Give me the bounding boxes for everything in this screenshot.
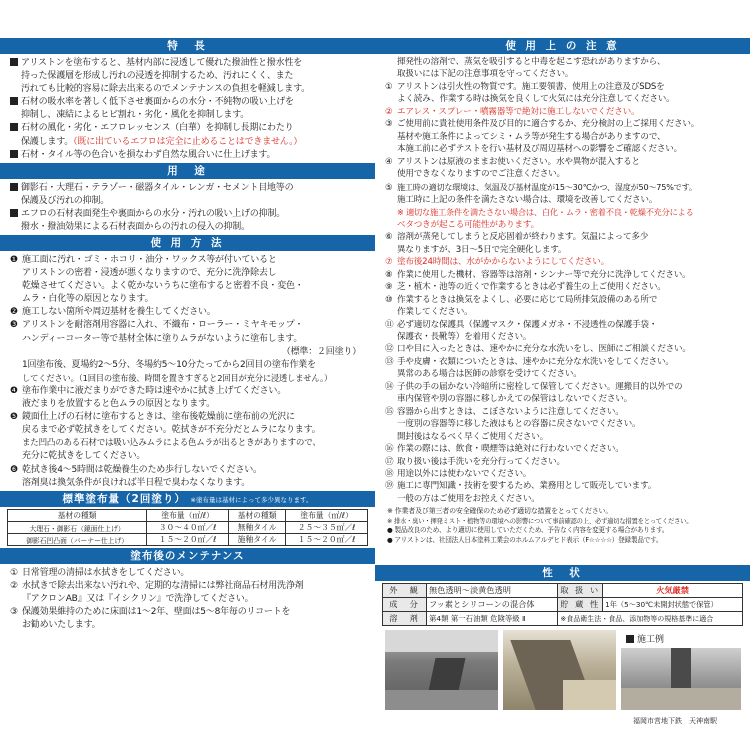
caution-item-9: ⑨ 芝・植木・池等の近くで作業するときは必ず養生の上ご使用ください。: [385, 282, 666, 293]
maintenance-item-3-line-2: お勧めいたします。: [22, 620, 101, 631]
caution-item-17: ⑰ 取り扱い後は手洗いを充分行ってください。: [385, 456, 565, 467]
maintenance-item-3: ③ 保護効果維持のために床面は1～2年、壁面は5～8年毎のリコートを: [10, 607, 291, 618]
method-step-5-line-2: 戻るまで必ず乾拭きをしてください。乾拭きが不充分だとムラになります。: [22, 425, 321, 436]
features-item-1-line-2: 持った保護層を形成し汚れの浸透を抑制するため、汚れにくく、また: [21, 71, 294, 82]
caution-item-10: ⑩ 作業するときは換気をよくし、必要に応じて局所排気設備のある所で: [385, 294, 658, 305]
table-row: 溶 剤 第4類 第一石油類 危険等級 Ⅱ ※食品衛生法・食品、添加物等の規格基準に適合: [383, 612, 743, 626]
uses-header: 用 途: [0, 163, 375, 179]
caution-item-13: ⑬ 手や皮膚・衣類についたときは、速やかに充分な水洗いをしてください。: [385, 356, 674, 367]
caution-item-15-line-2: 一度別の容器等に移した液はもとの容器に戻さないでください。: [397, 419, 641, 430]
method-step-6-line-2: 溶剤臭は換気条件が良ければ半日程で臭わなくなります。: [22, 477, 251, 488]
maintenance-header: 塗布後のメンテナンス: [0, 548, 375, 564]
uses-item-2: エフロの石材表面発生や裏面からの水分・汚れの吸い上げの抑制。: [10, 208, 375, 221]
caution-item-14-line-2: 車内保管や別の容器に移しかえての保管はしないでください。: [397, 394, 633, 405]
caution-item-4: ④ アリストンは原液のままお使いください。水や異物が混入すると: [385, 156, 640, 167]
caution-item-3-line-2: 基材や施工条件によってシミ・ムラ等が発生する場合がありますので、: [397, 131, 666, 142]
bullet-square-icon: [10, 209, 18, 217]
method-step-3: ❸ アリストンを耐溶剤用容器に入れ、不織布・ローラー・ミヤキモップ・: [10, 320, 304, 331]
bullet-square-icon: [10, 183, 18, 191]
method-step-4-line-2: 液だまりを放置すると色ムラの原因となります。: [22, 399, 215, 410]
cautions-intro-line-2: 取扱いには下記の注意事項を守ってください。: [397, 69, 574, 80]
method-step-1-line-3: 乾燥させてください。よく乾かないうちに塗布すると密着不良・変色・: [22, 281, 304, 292]
caution-item-1: ① アリストンは引火性の物質です。施工要領書、使用上の注意及びSDSを: [385, 81, 665, 92]
method-step-5: ❺ 鏡面仕上げの石材に塗布するときは、塗布後乾燥前に塗布前の光沢に: [10, 412, 295, 423]
method-step-5-line-3: また凹凸のある石材では吸い込みムラによる色ムラが出るときがありますので、: [22, 438, 321, 449]
features-item-3-line-2: 保護します。（既に出ているエフロは完全に止めることはできません。）: [21, 136, 303, 147]
method-step-5-line-4: 充分に乾拭きをしてください。: [22, 451, 146, 462]
caution-item-11-line-2: 保護衣・長靴等）を着用ください。: [397, 331, 532, 342]
cautions-intro-line-1: 揮発性の溶剤で、蒸気を吸引すると中毒を起こす恐れがありますから、: [397, 57, 666, 67]
caution-note-4: ● アリストンは、社団法人日本塗料工業会のホルムアルデヒド表示（F☆☆☆☆）登録製品です。: [387, 535, 663, 544]
maintenance-item-2: ② 水拭きで除去出来ない汚れや、定期的な清掃には弊社商品石材用洗浄剤: [10, 581, 304, 592]
amount-header: 標準塗布量（2回塗り） ※塗布量は基材によって多少異なります。: [0, 491, 375, 507]
caution-item-3-line-3: 本施工前に必ずテストを行い基材及び周辺基材への影響をご確認ください。: [397, 144, 683, 155]
maintenance-section: [0, 548, 375, 632]
method-body: [0, 251, 375, 490]
bullet-square-icon: [10, 123, 18, 131]
caution-item-10-line-2: 作業してください。: [397, 307, 473, 318]
photo-caption: 福岡市営地下鉄 天神南駅: [633, 717, 717, 725]
method-section: [0, 235, 375, 490]
efflorescence-warning: （既に出ているエフロは完全に止めることはできません。）: [73, 136, 303, 147]
caution-item-1-line-2: よく読み、作業する時は換気を良くして火気には充分注意してください。: [397, 94, 675, 105]
cautions-section: [375, 38, 750, 545]
caution-item-5-warning-1: ※ 適切な施工条件を満たさない場合は、白化・ムラ・密着不良・乾燥不充分による: [397, 207, 694, 218]
caution-item-12: ⑫ 口や目に入ったときは、速やかに充分な水洗いをし、医師にご相談ください。: [385, 344, 691, 355]
method-step-3-line-4: 1回塗布後、夏場約2～5分、冬場約5～10分たってから2回目の塗布作業を: [22, 359, 316, 370]
caution-note-2: ※ 排水・臭い・揮発ミスト・植物等の環境への影響について事前確認の上、必ず適切な措置をとってください。: [387, 517, 693, 525]
caution-item-7: ⑦ 塗布後24時間は、水がかからないようにしてください。: [385, 257, 609, 268]
caution-item-13-line-2: 異常のある場合は医師の診察を受けてください。: [397, 369, 582, 380]
caution-item-8: ⑧ 作業に使用した機材、容器等は溶剤・シンナー等で充分に洗浄してください。: [385, 269, 691, 280]
features-item-2-line-2: 抑制し、凍結によるヒビ割れ・劣化・風化を抑制します。: [21, 110, 250, 121]
amount-table-header: 基材の種類 塗布量（㎡/ℓ） 基材の種類 塗布量（㎡/ℓ）: [8, 510, 368, 522]
maintenance-item-1: ① 日常管理の清掃は水拭きをしてください。: [10, 568, 190, 578]
caution-item-16: ⑯ 作業の際には、飲食・喫煙等は絶対に行わないでください。: [385, 444, 624, 455]
method-step-1-line-4: ムラ・白化等の原因となります。: [22, 294, 154, 305]
bullet-square-icon: [10, 97, 18, 105]
bullet-square-icon: [626, 635, 634, 643]
caution-item-19: ⑲ 施工に専門知識・技術を要するため、業務用として販売しています。: [385, 481, 657, 492]
maintenance-body: [0, 564, 375, 632]
table-row: 外 観 無色透明～淡黄色透明 取 扱 い 火気厳禁: [383, 584, 743, 598]
caution-item-15-line-3: 開封後はなるべく早くご使用ください。: [397, 431, 549, 442]
method-step-2: ❷ 施工しない箇所や周辺基材を養生してください。: [10, 307, 216, 318]
uses-item-2-line-2: 撥水・撥油効果による石材表面からの汚れの侵入の抑制。: [21, 222, 250, 233]
features-item-4: 石材・タイル等の色合いを損なわず自然な風合いに仕上げます。: [10, 149, 375, 162]
cautions-header: 使 用 上 の 注 意: [375, 38, 750, 54]
construction-photo-3: [621, 648, 741, 710]
properties-header: 性 状: [375, 565, 750, 581]
features-item-2: 石材の吸水率を著しく低下させ裏面からの水分・不純物の吸い上げを: [10, 96, 375, 109]
construction-photo-2: [503, 630, 616, 710]
table-row: 成 分 フッ素とシリコーンの混合体 貯 蔵 性 1年（5～30℃未開封状態で保管）: [383, 598, 743, 612]
features-item-3: 石材の風化・劣化・エフロレッセンス（白華）を抑制し長期にわたり: [10, 122, 375, 135]
features-header: 特 長: [0, 38, 375, 54]
uses-item-1: 御影石・大理石・テラゾー・磁器タイル・レンガ・セメント目地等の: [10, 182, 375, 195]
caution-note-1: ※ 作業者及び第三者の安全確保のため必ず適切な措置をとってください。: [387, 507, 613, 516]
uses-section: [0, 163, 375, 234]
caution-note-3: ● 製品改良のため、より適切に使用していただくため、予告なく内容を変更する場合があります。: [387, 526, 669, 535]
caution-item-14: ⑭ 子供の手の届かない冷暗所に密栓して保管してください。運搬目的以外での: [385, 381, 683, 392]
caution-item-5-line-2: 施工時に上記の条件を満たさない場合は、環境を改善してください。: [397, 194, 658, 205]
fire-warning: 火気厳禁: [603, 584, 743, 598]
caution-item-19-line-2: 一般の方はご使用をお控えください。: [397, 493, 540, 504]
uses-item-1-line-2: 保護及び汚れの抑制。: [21, 196, 110, 207]
features-section: [0, 38, 375, 162]
photo-label: 施工例: [626, 632, 664, 645]
amount-table: [7, 509, 368, 546]
cautions-notes: [375, 505, 750, 545]
caution-item-18: ⑱ 用途以外には使わないでください。: [385, 468, 532, 479]
caution-item-3: ③ ご使用前に貴社使用条件及び目的に適合するか、充分検討の上ご採用ください。: [385, 119, 700, 130]
features-body: [0, 54, 375, 162]
method-step-6: ❻ 乾拭き後4～5時間は乾燥養生のため歩行しないでください。: [10, 464, 262, 475]
amount-section: [0, 491, 375, 546]
caution-item-6-line-2: 異なりますが、3日～5日で完全硬化します。: [397, 244, 567, 255]
method-header: 使 用 方 法: [0, 235, 375, 251]
method-standard-coats: （標準：２回塗り）: [281, 346, 361, 357]
features-item-1-line-3: 汚れても比較的容易に除去出来るのでメンテナンスの負担を軽減します。: [21, 84, 310, 95]
caution-item-5-warning-2: ベタつきが起こる可能性があります。: [397, 219, 540, 230]
amount-note: ※塗布量は基材によって多少異なります。: [190, 496, 313, 504]
properties-section: [375, 565, 750, 626]
bullet-square-icon: [10, 150, 18, 158]
caution-item-5: ⑤ 施工時の適切な環境は、気温及び基材温度が15～30℃かつ、湿度が50～75%です。: [385, 181, 697, 193]
features-item-1: アリストンを塗布すると、基材内部に浸透して優れた撥油性と撥水性を: [10, 57, 375, 70]
method-step-3-line-2: ハンディーコーター等で基材全体に塗りムラがないように塗布します。: [22, 333, 303, 344]
caution-item-2: ② エアレス・スプレー・噴霧器等で絶対に施工しないでください。: [385, 106, 640, 117]
method-step-1: ❶ 施工面に汚れ・ゴミ・ホコリ・油分・ワックス等が付いていると: [10, 255, 277, 265]
method-step-1-line-2: アリストンの密着・浸透が悪くなりますので、充分に洗浄除去し: [22, 268, 277, 279]
cautions-body: [375, 54, 750, 505]
uses-body: [0, 179, 375, 234]
caution-item-11: ⑪ 必ず適切な保護具（保護マスク・保護メガネ・不浸透性の保護手袋・: [385, 319, 658, 330]
caution-item-4-line-2: 使用できなくなりますのでご注意ください。: [397, 169, 565, 180]
construction-photo-1: [385, 630, 498, 710]
caution-item-15: ⑮ 容器から出すときは、こぼさないように注意してください。: [385, 406, 624, 417]
caution-item-6: ⑥ 溶剤が蒸発してしまうと反応固着が終わります。気温によって多少: [385, 232, 649, 243]
table-row: 御影石凹凸面（バーナー仕上げ） １５～２０㎡／ℓ 施釉タイル １５～２０㎡／ℓ: [8, 534, 368, 546]
table-row: 大理石・御影石（鏡面仕上げ） ３０～４０㎡／ℓ 無釉タイル ２５～３５㎡／ℓ: [8, 522, 368, 534]
properties-table: [382, 583, 743, 626]
method-step-3-line-5: してください。（1回目の塗布後、時間を置きすぎると2回目が充分に浸透しません。）: [22, 372, 333, 383]
maintenance-item-2-line-2: 『アクロンAB』又は『イシクリン』で洗浄してください。: [22, 594, 254, 605]
method-step-4: ❹ 塗布作業中に液だまりができた時は速やかに拭き上げてください。: [10, 385, 287, 396]
bullet-square-icon: [10, 58, 18, 66]
